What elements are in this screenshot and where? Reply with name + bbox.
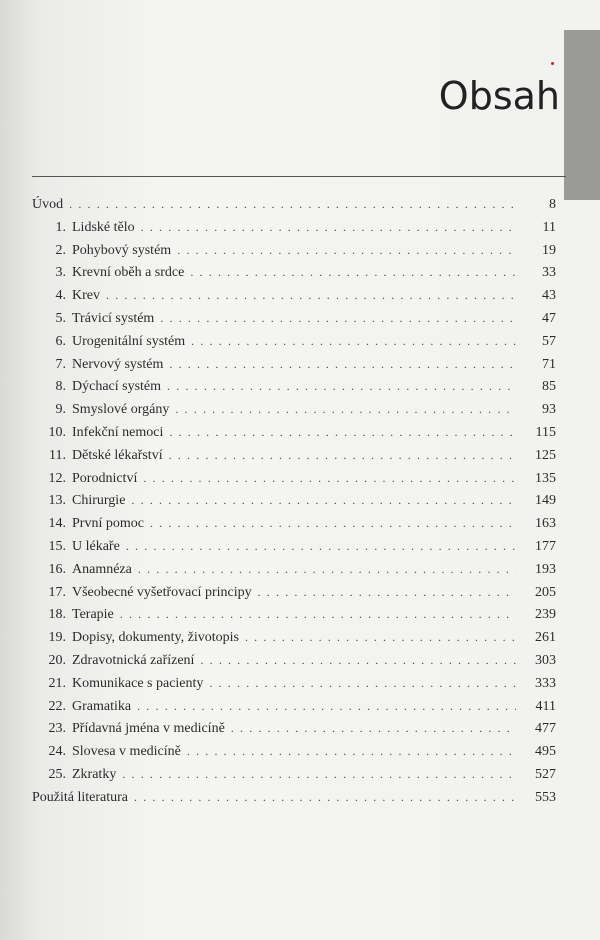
toc-entry-number: 19. bbox=[48, 630, 66, 646]
toc-entry-page: 33 bbox=[542, 265, 556, 281]
dot-leader bbox=[167, 375, 516, 397]
toc-entry-label: Použitá literatura bbox=[32, 789, 129, 805]
toc-entry-page: 205 bbox=[535, 584, 556, 600]
toc-entry-page: 8 bbox=[549, 197, 556, 212]
toc-entry bbox=[44, 581, 556, 603]
dot-leader bbox=[200, 649, 516, 671]
toc-entry-label: Gramatika bbox=[72, 698, 132, 714]
toc-entry bbox=[44, 421, 556, 443]
toc-entry-number: 3. bbox=[55, 265, 66, 281]
dot-leader bbox=[187, 740, 516, 762]
toc-entry-label: Slovesa v medicíně bbox=[72, 744, 181, 760]
dot-leader bbox=[169, 353, 516, 375]
toc-entry bbox=[32, 193, 556, 215]
toc-entry-page: 303 bbox=[535, 653, 556, 668]
dot-leader bbox=[169, 421, 516, 443]
toc-entry bbox=[44, 330, 556, 352]
toc-entry-page: 19 bbox=[542, 242, 556, 258]
toc-entry-page: 135 bbox=[535, 470, 556, 486]
dot-leader bbox=[137, 695, 516, 717]
toc-entry-page: 85 bbox=[542, 379, 556, 395]
toc-entry-label: Anamnéza bbox=[72, 561, 132, 577]
toc-entry-label: Dětské lékařství bbox=[72, 447, 163, 463]
toc-entry-label: Chirurgie bbox=[72, 493, 126, 509]
toc-entry-label: Smyslové orgány bbox=[72, 402, 170, 418]
dot-leader bbox=[141, 216, 516, 238]
toc-entry-number: 25. bbox=[48, 767, 66, 782]
dot-leader bbox=[190, 261, 516, 283]
dot-leader bbox=[131, 489, 516, 511]
toc-entry-number: 9. bbox=[55, 402, 66, 418]
toc-entry bbox=[44, 672, 556, 694]
toc-entry bbox=[44, 695, 556, 717]
dot-leader bbox=[126, 535, 516, 557]
toc-entry-label: Všeobecné vyšetřovací principy bbox=[72, 584, 252, 600]
toc-entry bbox=[44, 603, 556, 625]
dot-leader bbox=[69, 193, 516, 215]
dot-leader bbox=[106, 284, 516, 306]
toc-entry-label: Zdravotnická zařízení bbox=[72, 653, 195, 668]
toc-entry-page: 149 bbox=[535, 493, 556, 509]
toc-entry-label: Krev bbox=[72, 288, 100, 304]
toc-entry-label: Porodnictví bbox=[72, 470, 138, 486]
toc-entry-number: 6. bbox=[55, 333, 66, 349]
toc-entry-number: 22. bbox=[48, 698, 66, 714]
toc-entry-label: Lidské tělo bbox=[72, 219, 135, 235]
dot-leader bbox=[231, 717, 516, 739]
toc-entry-number: 21. bbox=[48, 675, 66, 691]
dot-leader bbox=[258, 581, 516, 603]
toc-entry bbox=[44, 649, 556, 671]
dot-leader bbox=[134, 786, 516, 808]
toc-entry bbox=[44, 763, 556, 785]
toc-entry-number: 4. bbox=[55, 288, 66, 304]
toc-entry-number: 15. bbox=[48, 539, 66, 554]
dot-leader bbox=[245, 626, 516, 648]
toc-entry-label: Dopisy, dokumenty, životopis bbox=[72, 630, 239, 646]
dot-leader bbox=[150, 512, 516, 534]
toc-entry-page: 163 bbox=[535, 516, 556, 532]
dot-leader bbox=[160, 307, 516, 329]
toc-entry bbox=[44, 216, 556, 238]
toc-entry-number: 18. bbox=[48, 607, 66, 623]
toc-entry-label: Urogenitální systém bbox=[72, 333, 186, 349]
toc-entry-number: 2. bbox=[55, 242, 66, 258]
toc-entry-number: 17. bbox=[48, 584, 66, 600]
toc-entry-page: 193 bbox=[535, 561, 556, 577]
toc-entry-number: 14. bbox=[48, 516, 66, 532]
toc-entry-page: 261 bbox=[535, 630, 556, 646]
dot-leader bbox=[143, 467, 516, 489]
toc-entry bbox=[44, 353, 556, 375]
toc-entry bbox=[44, 626, 556, 648]
toc-entry-label: Nervový systém bbox=[72, 356, 164, 372]
toc-entry-label: Trávicí systém bbox=[72, 311, 155, 326]
toc-entry-page: 57 bbox=[542, 333, 556, 349]
dot-leader bbox=[169, 444, 516, 466]
toc-entry bbox=[44, 740, 556, 762]
toc-entry-page: 495 bbox=[535, 744, 556, 760]
toc-entry bbox=[44, 512, 556, 534]
dot-leader bbox=[138, 558, 516, 580]
toc-entry bbox=[44, 239, 556, 261]
toc-entry-page: 477 bbox=[535, 721, 556, 737]
toc-entry bbox=[44, 444, 556, 466]
toc-entry-label: Terapie bbox=[72, 607, 114, 623]
toc-entry-page: 553 bbox=[535, 789, 556, 805]
dot-leader bbox=[191, 330, 516, 352]
toc-entry-page: 125 bbox=[535, 447, 556, 463]
toc-entry-page: 11 bbox=[542, 219, 556, 235]
toc-entry-page: 71 bbox=[542, 356, 556, 372]
toc-entry-label: Úvod bbox=[32, 197, 64, 212]
dot-leader bbox=[122, 763, 516, 785]
toc-entry-number: 8. bbox=[55, 379, 66, 395]
toc-entry-number: 20. bbox=[48, 653, 66, 668]
toc-entry-number: 1. bbox=[55, 219, 66, 235]
toc-entry-number: 11. bbox=[49, 447, 66, 463]
toc-entry-page: 115 bbox=[535, 425, 556, 440]
toc-entry-number: 5. bbox=[55, 311, 66, 326]
dot-leader bbox=[120, 603, 516, 625]
toc-entry-page: 411 bbox=[535, 698, 556, 714]
toc-entry-label: Pohybový systém bbox=[72, 242, 172, 258]
toc-entry bbox=[44, 284, 556, 306]
toc-entry bbox=[44, 398, 556, 420]
toc-entry-number: 12. bbox=[48, 470, 66, 486]
toc-entry bbox=[44, 467, 556, 489]
toc-entry-number: 24. bbox=[48, 744, 66, 760]
toc-entry bbox=[44, 261, 556, 283]
toc-entry-label: Přídavná jména v medicíně bbox=[72, 721, 225, 737]
toc-entry-page: 43 bbox=[542, 288, 556, 304]
toc-entry-page: 333 bbox=[535, 675, 556, 691]
toc-entry-number: 16. bbox=[48, 561, 66, 577]
toc-entry-page: 239 bbox=[535, 607, 556, 623]
toc-entry bbox=[44, 489, 556, 511]
toc-entry-page: 177 bbox=[535, 539, 556, 554]
toc-entry-number: 7. bbox=[55, 356, 66, 372]
toc-entry-label: Krevní oběh a srdce bbox=[72, 265, 185, 281]
toc-entry-label: U lékaře bbox=[72, 539, 120, 554]
toc-entry-page: 93 bbox=[542, 402, 556, 418]
toc-entry bbox=[44, 375, 556, 397]
dot-leader bbox=[177, 239, 516, 261]
dot-leader bbox=[175, 398, 516, 420]
toc-entry-number: 13. bbox=[48, 493, 66, 509]
toc-entry-label: Komunikace s pacienty bbox=[72, 675, 204, 691]
toc-entry-label: Zkratky bbox=[72, 767, 117, 782]
dot-leader bbox=[209, 672, 516, 694]
page-title: Obsah bbox=[438, 74, 560, 118]
toc-entry-number: 10. bbox=[48, 425, 66, 440]
toc-entry bbox=[44, 558, 556, 580]
toc-entry-label: Dýchací systém bbox=[72, 379, 162, 395]
toc-entry-page: 47 bbox=[542, 311, 556, 326]
toc-entry-number: 23. bbox=[48, 721, 66, 737]
toc-entry-page: 527 bbox=[535, 767, 556, 782]
toc-entry bbox=[44, 717, 556, 739]
toc-entry bbox=[44, 535, 556, 557]
toc-entry-label: Infekční nemoci bbox=[72, 425, 164, 440]
toc-entry-label: První pomoc bbox=[72, 516, 144, 532]
toc-entry bbox=[44, 307, 556, 329]
toc-entry bbox=[32, 786, 556, 808]
